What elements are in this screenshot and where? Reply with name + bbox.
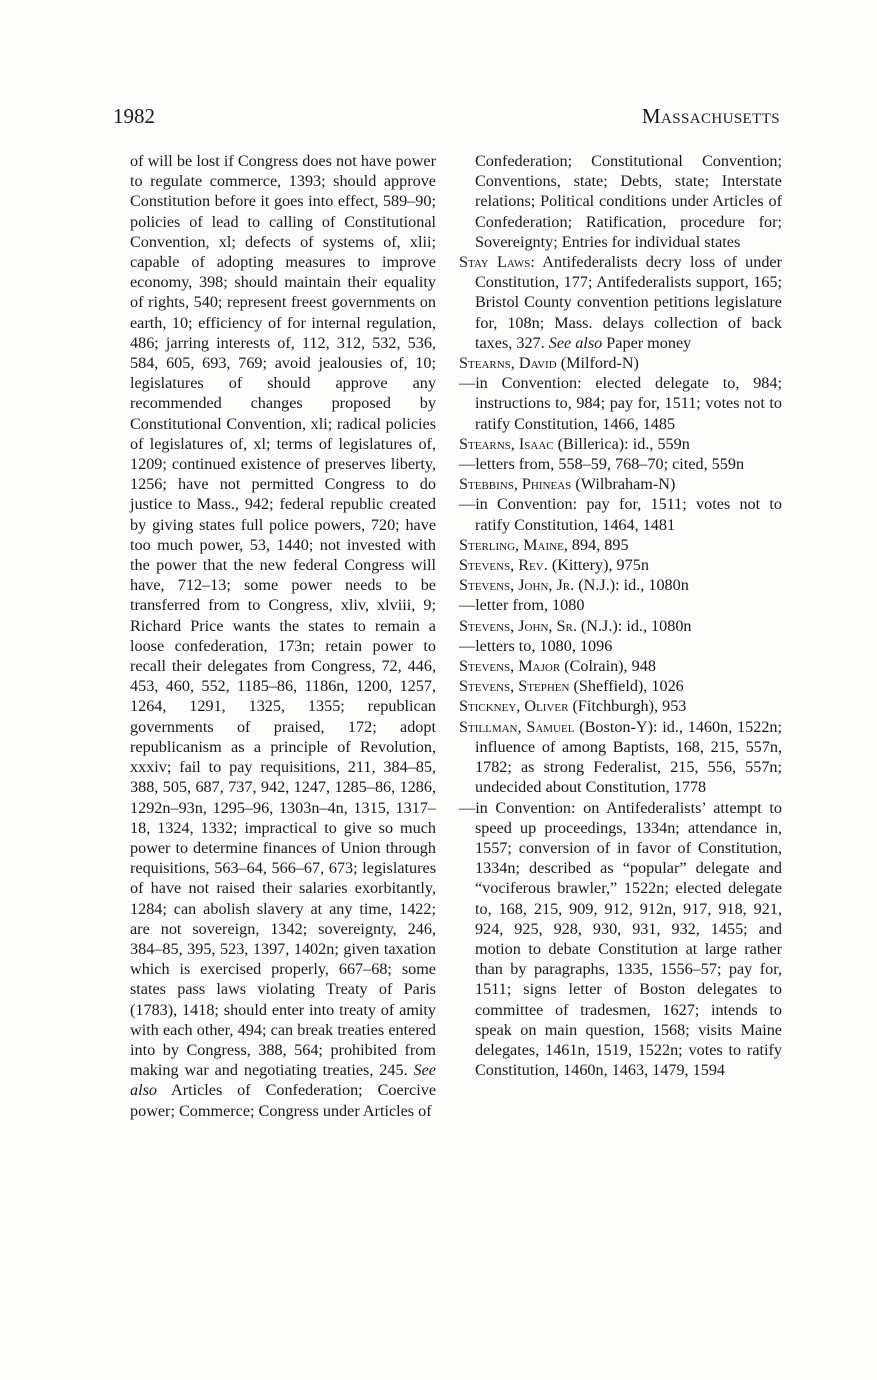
- index-entry-stevens-rev: [459, 555, 782, 575]
- entry-text: (N.J.): id., 1080n: [580, 616, 692, 635]
- index-entry-stearns-isaac: [459, 434, 782, 454]
- entry-heading: Stevens, Rev.: [459, 556, 548, 575]
- see-also-text: Articles of Confederation; Coercive power; Commerce; Congress under Articles of: [130, 1081, 437, 1120]
- entry-heading: Sterling, Maine: [459, 535, 564, 554]
- entry-text: (N.J.): id., 1080n: [578, 576, 689, 595]
- entry-heading: Stearns, David: [459, 354, 557, 373]
- entry-text: (Milford-N): [560, 354, 639, 373]
- entry-heading: Stevens, Major: [459, 657, 561, 676]
- entry-text: (Wilbraham-N): [575, 475, 676, 494]
- entry-heading: Stevens, Stephen: [459, 677, 570, 696]
- index-entry-stevens-stephen: [459, 676, 782, 696]
- entry-text: (Fitchburgh), 953: [572, 697, 687, 716]
- entry-text: , 894, 895: [563, 535, 629, 554]
- entry-heading: Stay Laws: [459, 253, 531, 272]
- entry-heading: Stevens, John, Jr.: [459, 576, 575, 595]
- running-head: Massachusetts: [641, 104, 780, 128]
- index-entry-stevens-major: [459, 656, 782, 676]
- entry-text: (Sheffield), 1026: [573, 677, 684, 696]
- index-subentry: —letters to, 1080, 1096: [459, 636, 613, 655]
- index-entry-stearns-david: [459, 353, 782, 373]
- right-column: [459, 151, 782, 1080]
- left-column: [130, 151, 436, 1121]
- entry-text: (Boston-Y): id., 1460n, 1522n; influence of among Baptists, 168, 215, 557n, 1782; as strong Federalist, 215, 556, 557n; undecided about Constitution, 1778: [475, 717, 782, 797]
- index-entry-stevens-jr: [459, 575, 782, 595]
- entry-text: of will be lost if Congress does not have power to regulate commerce, 1393; should approve Constitution before it goes into effect, 589–90; policies of lead to calling of Constitutional Convention, xl; defects of systems of, xlii; capable of adopting measures to improve economy, 398; should maintain their equality of rights, 540; represent freest governments on earth, 10; efficiency of for internal regulation, 486; jarring interests of, 112, 312, 532, 536, 584, 605, 693, 769; avoid jealousies of, 10; legislatures of should approve any recommended changes proposed by Constitutional Convention, xli; radical policies of legislatures of, xl; terms of legislatures of, 1209; continued existence of preserves liberty, 1256; have not permitted Congress to do justice to Mass., 942; federal republic created by giving states full police powers, 720; have too much power, 53, 1440; not invested with the power that the new federal Congress will have, 712–13; some power needs to be transferred from to Congress, xliv, xlviii, 9; Richard Price wants the states to remain a loose confederation, 173n; retain power to recall their delegates from Congress, 72, 446, 453, 460, 552, 1185–86, 1186n, 1200, 1257, 1264, 1291, 1325, 1355; republican governments of praised, 172; adopt republicanism as a principle of Revolution, xxxiv; fail to pay requisitions, 211, 384–85, 388, 505, 687, 737, 942, 1247, 1285–86, 1286, 1292n–93n, 1295–96, 1303n–4n, 1315, 1317–18, 1324, 1332; impractical to give so much power to determine finances of Union through requisitions, 563–64, 566–67, 673; legislatures of have not raised their salaries exorbitantly, 1284; can abolish slavery at any time, 1422; are not sovereign, 1342; sovereignty, 246, 384–85, 395, 523, 1397, 1402n; given taxation which is exercised properly, 667–68; some states pass laws violating Treaty of Paris (1783), 1418; should enter into treaty of amity with each other, 494; can break treaties entered into by Congress, 388, 564; prohibited from making war and negotiating treaties, 245.: [130, 152, 436, 1080]
- index-entry-stevens-sr: [459, 616, 782, 636]
- entry-heading: Stickney, Oliver: [459, 697, 569, 716]
- index-subentry: —in Convention: elected delegate to, 984; instructions to, 984; pay for, 1511; votes not to ratify Constitution, 1466, 1485: [459, 374, 782, 433]
- entry-text: (Colrain), 948: [564, 657, 656, 676]
- index-entry-continuation: [130, 151, 436, 1121]
- index-entry-stillman: [459, 717, 782, 798]
- entry-heading: Stillman, Samuel: [459, 717, 575, 736]
- index-entry-sterling: [459, 535, 782, 555]
- entry-heading: Stebbins, Phineas: [459, 475, 572, 494]
- index-entry-stickney: [459, 696, 782, 716]
- see-also-label: See also: [548, 333, 603, 352]
- index-entry-continuation: Confederation; Constitutional Convention; Conventions, state; Debts, state; Interstate relations; Political conditions under Articles of Confederation; Ratification, procedure for; Sovereignty; Entries for individual states: [475, 152, 782, 251]
- index-subentry: —letters from, 558–59, 768–70; cited, 559n: [459, 455, 745, 474]
- index-entry-stay-laws: [459, 252, 782, 353]
- entry-text: : Antifederalists decry loss of under Constitution, 177; Antifederalists support, 165; Bristol County convention petitions legislature for, 108n; Mass. delays collection of back taxes, 327.: [475, 253, 783, 352]
- page-number: 1982: [113, 104, 155, 128]
- see-also-text: Paper money: [606, 333, 692, 352]
- index-subentry: —letter from, 1080: [459, 596, 585, 615]
- entry-heading: Stevens, John, Sr.: [459, 616, 577, 635]
- see-also-label: See also: [130, 1061, 436, 1100]
- entry-heading: Stearns, Isaac: [459, 434, 554, 453]
- entry-text: (Billerica): id., 559n: [557, 434, 690, 453]
- index-subentry: —in Convention: on Antifederalists’ attempt to speed up proceedings, 1334n; attendance in, 1557; conversion of in favor of Constitution, 1334n; described as “popular” delegate and “vociferous brawler,” 1522n; elected delegate to, 168, 215, 909, 912, 912n, 917, 918, 921, 924, 925, 928, 930, 931, 932, 1455; and motion to debate Constitution at large rather than by paragraphs, 1335, 1556–57; pay for, 1511; signs letter of Boston delegates to committee of tradesmen, 1627; intends to speak on main question, 1568; visits Maine delegates, 1461n, 1519, 1522n; votes to ratify Constitution, 1460n, 1463, 1479, 1594: [459, 798, 782, 1080]
- index-entry-stebbins: [459, 474, 782, 494]
- index-subentry: —in Convention: pay for, 1511; votes not to ratify Constitution, 1464, 1481: [459, 495, 782, 534]
- entry-text: (Kittery), 975n: [551, 556, 649, 575]
- page-header: [113, 104, 780, 134]
